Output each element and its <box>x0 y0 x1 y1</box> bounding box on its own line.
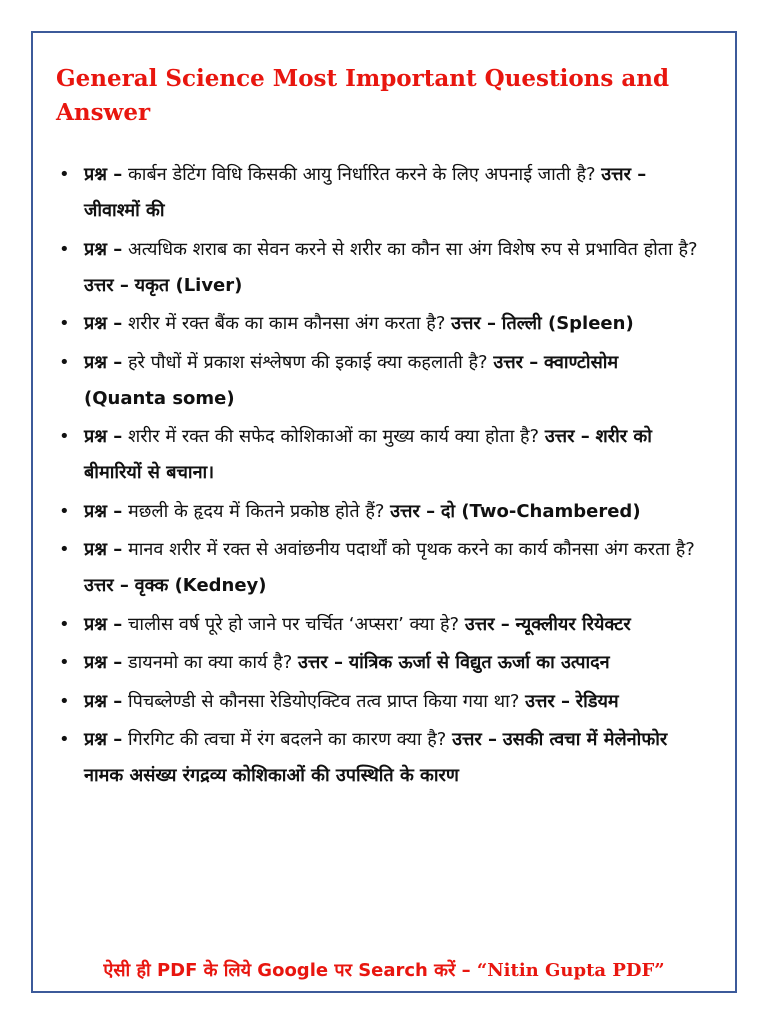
question-label: प्रश्न – <box>84 164 123 185</box>
qa-item <box>56 684 706 720</box>
question-text: शरीर में रक्त बैंक का काम कौनसा अंग करता है? <box>127 313 446 334</box>
question-text: शरीर में रक्त की सफेद कोशिकाओं का मुख्य कार्य क्या होता है? <box>127 426 540 447</box>
answer-text: दो (Two-Chambered) <box>440 500 641 522</box>
answer-text: वृक्क (Kedney) <box>134 575 267 596</box>
question-label: प्रश्न – <box>84 351 123 373</box>
question-text: हरे पौधों में प्रकाश संश्लेषण की इकाई क्या कहलाती है? <box>127 351 488 373</box>
qa-item <box>56 532 706 604</box>
question-label: प्रश्न – <box>84 500 123 522</box>
qa-item <box>56 494 706 530</box>
answer-label: उत्तर – <box>452 729 498 750</box>
qa-item <box>56 607 706 643</box>
question-label: प्रश्न – <box>84 652 123 673</box>
answer-label: उत्तर – <box>84 274 129 296</box>
footer-promo <box>31 956 737 986</box>
question-text: मानव शरीर में रक्त से अवांछनीय पदार्थों को पृथक करने का कार्य कौनसा अंग करता है? <box>127 539 695 560</box>
question-text: गिरगिट की त्वचा में रंग बदलने का कारण क्या है? <box>127 729 447 750</box>
qa-item <box>56 345 706 417</box>
question-label: प्रश्न – <box>84 426 123 447</box>
footer-brand: “Nitin Gupta PDF” <box>476 960 665 981</box>
answer-text: न्यूक्लीयर रियेक्टर <box>515 613 631 635</box>
qa-item <box>56 157 706 229</box>
question-label: प्रश्न – <box>84 539 123 560</box>
question-text: कार्बन डेटिंग विधि किसकी आयु निर्धारित करने के लिए अपनाई जाती है? <box>127 164 596 185</box>
answer-label: उत्तर – <box>451 313 497 334</box>
question-label: प्रश्न – <box>84 729 123 750</box>
answer-text: क्वाण्टोसोम (Quanta some) <box>84 351 619 409</box>
answer-label: उत्तर – <box>84 575 129 596</box>
answer-label: उत्तर – <box>493 351 539 373</box>
answer-text: यांत्रिक ऊर्जा से विद्युत ऊर्जा का उत्पादन <box>348 652 610 673</box>
question-label: प्रश्न – <box>84 613 123 635</box>
question-text: मछली के हृदय में कितने प्रकोष्ठ होते हैं? <box>127 500 385 522</box>
qa-item <box>56 722 706 794</box>
qa-item <box>56 645 706 681</box>
answer-text: उसकी त्वचा में मेलेनोफोर नामक असंख्य रंगद्रव्य कोशिकाओं की उपस्थिति के कारण <box>84 729 668 786</box>
question-label: प्रश्न – <box>84 690 123 712</box>
answer-text: तिल्ली (Spleen) <box>501 313 634 334</box>
answer-label: उत्तर – <box>390 500 436 522</box>
question-text: पिचब्लेण्डी से कौनसा रेडियोएक्टिव तत्व प्राप्त किया गया था? <box>127 690 520 712</box>
page-title: General Science Most Important Questions and Answer <box>56 65 670 126</box>
question-text: अत्यधिक शराब का सेवन करने से शरीर का कौन सा अंग विशेष रुप से प्रभावित होता है? <box>127 238 698 260</box>
answer-label: उत्तर – <box>544 426 590 447</box>
question-text: डायनमो का क्या कार्य है? <box>127 652 293 673</box>
answer-label: उत्तर – <box>525 690 571 712</box>
answer-label: उत्तर – <box>601 164 647 185</box>
qa-item <box>56 419 706 491</box>
qa-item <box>56 306 706 342</box>
qa-item <box>56 232 706 304</box>
answer-text: जीवाश्मों की <box>84 200 165 221</box>
answer-text: यकृत (Liver) <box>134 274 243 296</box>
qa-list <box>56 157 706 797</box>
question-label: प्रश्न – <box>84 313 123 334</box>
answer-text: रेडियम <box>575 690 619 712</box>
question-label: प्रश्न – <box>84 238 123 260</box>
answer-text: शरीर को बीमारियों से बचाना। <box>84 426 652 483</box>
question-text: चालीस वर्ष पूरे हो जाने पर चर्चित ‘अप्सरा’ क्या हे? <box>127 613 460 635</box>
answer-label: उत्तर – <box>298 652 343 673</box>
footer-prefix: ऐसी ही PDF के लिये Google पर Search करें – <box>103 960 471 981</box>
answer-label: उत्तर – <box>464 613 510 635</box>
